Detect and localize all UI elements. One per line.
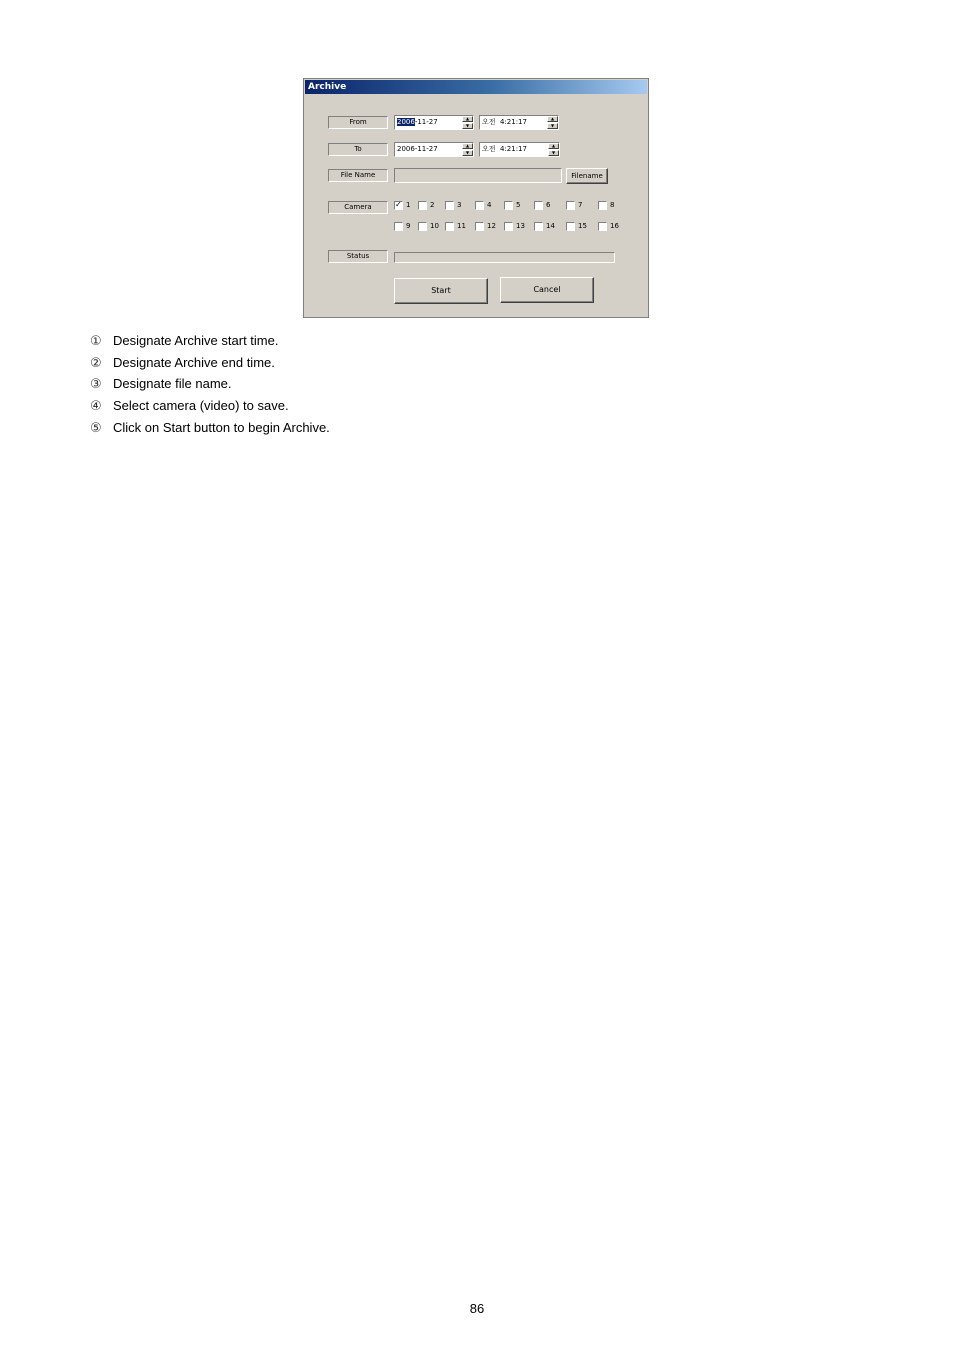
instruction-list bbox=[90, 333, 330, 441]
step-text: Click on Start button to begin Archive. bbox=[113, 419, 330, 435]
checkbox-unchecked-icon[interactable] bbox=[534, 222, 543, 231]
camera-checkbox-2[interactable] bbox=[418, 201, 434, 211]
spin-down-icon[interactable]: ▼ bbox=[548, 150, 559, 156]
to-time-spinner[interactable] bbox=[548, 143, 559, 156]
spin-down-icon[interactable]: ▼ bbox=[462, 123, 473, 129]
camera-checkbox-label: 16 bbox=[610, 222, 619, 230]
to-date-picker[interactable] bbox=[394, 142, 474, 157]
list-item bbox=[90, 355, 330, 377]
checkbox-unchecked-icon[interactable] bbox=[445, 201, 454, 210]
spin-up-icon[interactable]: ▲ bbox=[462, 143, 473, 149]
camera-checkbox-label: 5 bbox=[516, 201, 521, 209]
camera-checkbox-8[interactable] bbox=[598, 201, 614, 211]
camera-checkbox-12[interactable] bbox=[475, 222, 496, 232]
to-date-value: 2006-11-27 bbox=[397, 145, 438, 153]
start-button[interactable]: Start bbox=[394, 278, 488, 304]
filename-button[interactable]: Filename bbox=[566, 168, 608, 184]
checkbox-checked-icon[interactable] bbox=[394, 201, 403, 210]
checkbox-unchecked-icon[interactable] bbox=[445, 222, 454, 231]
list-item bbox=[90, 376, 330, 398]
checkbox-unchecked-icon[interactable] bbox=[534, 201, 543, 210]
camera-checkbox-15[interactable] bbox=[566, 222, 587, 232]
to-label: To bbox=[328, 143, 388, 156]
camera-checkbox-13[interactable] bbox=[504, 222, 525, 232]
camera-checkbox-label: 4 bbox=[487, 201, 492, 209]
list-item bbox=[90, 420, 330, 442]
list-item bbox=[90, 398, 330, 420]
spin-up-icon[interactable]: ▲ bbox=[548, 143, 559, 149]
checkbox-unchecked-icon[interactable] bbox=[475, 201, 484, 210]
camera-checkbox-14[interactable] bbox=[534, 222, 555, 232]
archive-dialog bbox=[303, 78, 649, 318]
from-time-spinner[interactable] bbox=[547, 116, 558, 129]
camera-checkbox-label: 11 bbox=[457, 222, 466, 230]
camera-checkbox-label: 7 bbox=[578, 201, 583, 209]
camera-checkbox-label: 2 bbox=[430, 201, 435, 209]
camera-checkbox-label: 8 bbox=[610, 201, 615, 209]
status-label: Status bbox=[328, 250, 388, 263]
step-text: Designate Archive start time. bbox=[113, 333, 279, 348]
checkbox-unchecked-icon[interactable] bbox=[566, 201, 575, 210]
from-date-picker[interactable] bbox=[394, 115, 474, 130]
checkbox-unchecked-icon[interactable] bbox=[418, 201, 427, 210]
checkbox-unchecked-icon[interactable] bbox=[504, 222, 513, 231]
camera-checkbox-label: 14 bbox=[546, 222, 555, 230]
dialog-title: Archive bbox=[308, 82, 347, 92]
checkbox-unchecked-icon[interactable] bbox=[566, 222, 575, 231]
camera-checkbox-label: 13 bbox=[516, 222, 525, 230]
to-time-picker[interactable] bbox=[479, 142, 560, 157]
checkbox-unchecked-icon[interactable] bbox=[418, 222, 427, 231]
spin-down-icon[interactable]: ▼ bbox=[547, 123, 558, 129]
step-number: ③ bbox=[90, 377, 102, 393]
from-time-value: 오전 4:21:17 bbox=[482, 118, 527, 126]
camera-checkbox-10[interactable] bbox=[418, 222, 439, 232]
to-time-value: 오전 4:21:17 bbox=[482, 145, 527, 153]
camera-checkbox-label: 6 bbox=[546, 201, 551, 209]
list-item bbox=[90, 333, 330, 355]
camera-checkbox-5[interactable] bbox=[504, 201, 520, 211]
step-number: ④ bbox=[90, 399, 102, 415]
from-time-picker[interactable] bbox=[479, 115, 559, 130]
checkbox-unchecked-icon[interactable] bbox=[598, 201, 607, 210]
spin-down-icon[interactable]: ▼ bbox=[462, 150, 473, 156]
camera-checkbox-3[interactable] bbox=[445, 201, 461, 211]
step-text: Designate file name. bbox=[113, 376, 232, 392]
dialog-titlebar[interactable] bbox=[305, 80, 647, 94]
step-text: Select camera (video) to save. bbox=[113, 398, 289, 414]
filename-input[interactable] bbox=[394, 168, 562, 183]
camera-checkbox-label: 12 bbox=[487, 222, 496, 230]
from-date-spinner[interactable] bbox=[462, 116, 473, 129]
from-date-rest: -11-27 bbox=[414, 118, 438, 126]
camera-checkbox-7[interactable] bbox=[566, 201, 582, 211]
cancel-button[interactable]: Cancel bbox=[500, 277, 594, 303]
step-text: Designate Archive end time. bbox=[113, 354, 275, 370]
camera-checkbox-label: 1 bbox=[406, 201, 411, 209]
spin-up-icon[interactable]: ▲ bbox=[547, 116, 558, 122]
camera-label: Camera bbox=[328, 201, 388, 214]
checkbox-unchecked-icon[interactable] bbox=[598, 222, 607, 231]
camera-checkbox-4[interactable] bbox=[475, 201, 491, 211]
camera-checkbox-11[interactable] bbox=[445, 222, 466, 232]
from-label: From bbox=[328, 116, 388, 129]
filename-label: File Name bbox=[328, 169, 388, 182]
from-date-year-selected: 2006 bbox=[397, 118, 415, 126]
camera-checkbox-1[interactable] bbox=[394, 201, 410, 211]
step-number: ① bbox=[90, 334, 102, 349]
checkbox-unchecked-icon[interactable] bbox=[504, 201, 513, 210]
spin-up-icon[interactable]: ▲ bbox=[462, 116, 473, 122]
to-date-spinner[interactable] bbox=[462, 143, 473, 156]
camera-checkbox-label: 3 bbox=[457, 201, 462, 209]
step-number: ⑤ bbox=[90, 420, 102, 436]
camera-checkbox-16[interactable] bbox=[598, 222, 619, 232]
camera-checkbox-label: 15 bbox=[578, 222, 587, 230]
checkbox-unchecked-icon[interactable] bbox=[394, 222, 403, 231]
step-number: ② bbox=[90, 355, 102, 371]
checkbox-unchecked-icon[interactable] bbox=[475, 222, 484, 231]
camera-checkbox-label: 10 bbox=[430, 222, 439, 230]
page-number: 86 bbox=[469, 1301, 485, 1316]
status-progress-bar bbox=[394, 252, 615, 263]
camera-checkbox-6[interactable] bbox=[534, 201, 550, 211]
camera-checkbox-9[interactable] bbox=[394, 222, 410, 232]
camera-checkbox-label: 9 bbox=[406, 222, 411, 230]
